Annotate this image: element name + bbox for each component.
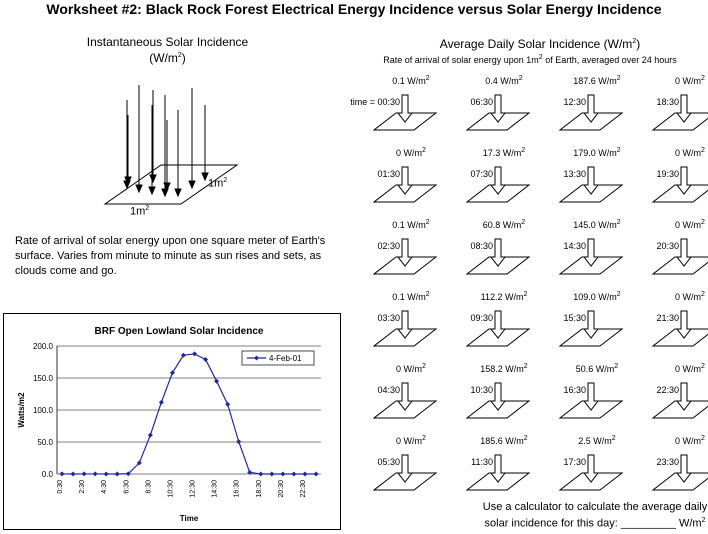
- incidence-arrow-diagram: [366, 161, 446, 219]
- data-point: [93, 471, 98, 476]
- x-tick-label: 0:30: [57, 480, 64, 494]
- sunlight-arrow: [150, 90, 156, 182]
- x-tick-label: 12:30: [189, 480, 197, 498]
- hour-value: 0 $W/m^2$: [675, 75, 705, 86]
- data-point: [115, 472, 120, 477]
- hour-value: 0 $W/m^2$: [675, 147, 705, 158]
- hour-time: 04:30: [377, 385, 400, 395]
- hour-cell: [459, 435, 539, 507]
- hour-cell: [459, 291, 539, 363]
- hour-value: 0 $W/m^2$: [675, 363, 705, 374]
- hour-value: 0.1 $W/m^2$: [392, 291, 430, 302]
- hour-value: 0 $W/m^2$: [675, 291, 705, 302]
- incidence-arrow-diagram: [552, 161, 632, 219]
- page-title: Worksheet #2: Black Rock Forest Electrical Energy Incidence versus Solar Energy Incidence: [46, 1, 662, 17]
- incidence-arrow-diagram: [645, 449, 708, 507]
- hour-cell: [366, 363, 446, 435]
- data-point: [291, 472, 296, 477]
- data-point: [60, 471, 65, 476]
- hour-time: 17:30: [563, 457, 586, 467]
- hour-cell: [459, 147, 539, 219]
- hour-time: 07:30: [470, 169, 493, 179]
- incidence-arrow-diagram: [459, 305, 539, 363]
- x-tick-label: 4:30: [101, 480, 109, 494]
- data-point: [71, 472, 76, 477]
- hour-cell: [645, 75, 708, 147]
- hour-cell: [645, 363, 708, 435]
- x-tick-label: 14:30: [211, 480, 219, 498]
- data-point: [225, 402, 230, 407]
- data-point: [192, 351, 197, 356]
- average-subtitle: Rate of arrival of solar energy upon $1m^2$ of Earth, averaged over 24 hours: [383, 54, 677, 65]
- x-tick-label: 8:30: [145, 480, 153, 494]
- hour-time: 10:30: [470, 385, 493, 395]
- sunlight-arrow: [124, 100, 130, 188]
- hour-time: 23:30: [656, 457, 679, 467]
- y-tick-label: 150.0: [32, 374, 53, 383]
- y-tick-label: 50.0: [37, 438, 53, 447]
- data-point: [148, 433, 153, 438]
- y-tick-label: 100.0: [32, 406, 53, 415]
- hour-time: 20:30: [656, 241, 679, 251]
- hour-time: 06:30: [470, 97, 493, 107]
- hour-cell: [366, 435, 446, 507]
- incidence-arrow-diagram: [459, 89, 539, 147]
- hour-cell: [645, 435, 708, 507]
- calculation-line1: Use a calculator to calculate the average daily: [482, 501, 708, 513]
- x-tick-label: 16:30: [233, 480, 241, 498]
- incidence-arrow-diagram: [459, 161, 539, 219]
- incidence-arrow-diagram: [645, 89, 708, 147]
- average-heading: Average Daily Solar Incidence $(W/m^2)$: [439, 37, 641, 51]
- hour-value: 112.2 $W/m^2$: [480, 291, 528, 302]
- hour-value: 17.3 $W/m^2$: [482, 147, 526, 158]
- hour-time: 02:30: [377, 241, 400, 251]
- x-tick-label: 18:30: [255, 480, 263, 498]
- data-point: [314, 472, 319, 477]
- instantaneous-description: Rate of arrival of solar energy upon one square meter of Earth's surface. Varies from minute to minute as sun rises and sets, as clouds come and go.: [15, 235, 326, 277]
- incidence-arrow-diagram: [552, 305, 632, 363]
- hour-value: 158.2 $W/m^2$: [480, 363, 528, 374]
- incidence-arrow-diagram: [366, 377, 446, 435]
- x-tick-label: 6:30: [123, 480, 131, 494]
- incidence-arrow-diagram: [645, 377, 708, 435]
- y-tick-label: 200.0: [32, 342, 53, 351]
- series-line: [62, 354, 316, 474]
- hour-time: 22:30: [656, 385, 679, 395]
- hour-cell: [366, 147, 446, 219]
- side-dimension-label: $1m^2$: [208, 177, 228, 190]
- hour-cell: [552, 363, 632, 435]
- front-dimension-label: $1m^2$: [130, 205, 150, 218]
- hour-time: 19:30: [656, 169, 679, 179]
- hour-time: 03:30: [377, 313, 400, 323]
- solar-incidence-chart: [4, 314, 340, 529]
- instantaneous-heading-line2: $(W/m^2)$: [149, 51, 186, 65]
- data-point: [82, 471, 87, 476]
- incidence-arrow-diagram: [366, 305, 446, 363]
- data-point: [269, 472, 274, 477]
- hour-time: 15:30: [563, 313, 586, 323]
- hour-value: 0 $W/m^2$: [675, 219, 705, 230]
- data-point: [203, 357, 208, 362]
- chart-frame: [3, 313, 341, 530]
- incidence-arrow-diagram: [552, 233, 632, 291]
- hour-cell: [350, 75, 446, 147]
- hour-time: 11:30: [471, 457, 493, 467]
- hour-value: 0.1 $W/m^2$: [392, 219, 430, 230]
- hour-cell: [552, 219, 632, 291]
- hour-time: 01:30: [377, 169, 400, 179]
- hour-cell: [552, 147, 632, 219]
- incidence-arrow-diagram: [552, 377, 632, 435]
- incidence-arrow-diagram: [645, 305, 708, 363]
- x-tick-label: 22:30: [299, 480, 307, 498]
- x-tick-label: 2:30: [79, 480, 87, 494]
- hour-time: 18:30: [656, 97, 679, 107]
- y-axis-label: Watts/m2: [17, 392, 26, 428]
- incidence-arrow-diagram: [366, 449, 446, 507]
- hour-value: 50.6 $W/m^2$: [575, 363, 619, 374]
- incidence-arrow-diagram: [645, 233, 708, 291]
- chart-title: BRF Open Lowland Solar Incidence: [94, 326, 264, 337]
- hour-value: 0 $W/m^2$: [675, 435, 705, 446]
- hour-value: 0.1 $W/m^2$: [392, 75, 430, 86]
- hour-value: 179.0 $W/m^2$: [573, 147, 621, 158]
- hour-value: 0 $W/m^2$: [396, 147, 426, 158]
- incidence-arrow-diagram: [366, 89, 446, 147]
- hour-value: 0.4 $W/m^2$: [485, 75, 523, 86]
- data-point: [214, 379, 219, 384]
- hour-cell: [459, 219, 539, 291]
- hour-value: 2.5 $W/m^2$: [578, 435, 616, 446]
- hour-cell: [459, 75, 539, 147]
- hour-cell: [552, 435, 632, 507]
- hour-time: 12:30: [563, 97, 586, 107]
- x-tick-label: 10:30: [167, 480, 175, 498]
- hour-time: 13:30: [563, 169, 586, 179]
- calculation-line2: solar incidence for this day: _________ $W/m^2$: [484, 517, 706, 530]
- legend-label: 4-Feb-01: [269, 354, 302, 363]
- hour-cell: [645, 147, 708, 219]
- instantaneous-heading: [60, 35, 275, 65]
- calculation-prompt: [480, 500, 708, 531]
- incidence-arrow-diagram: [459, 233, 539, 291]
- hour-value: 0 $W/m^2$: [396, 435, 426, 446]
- hour-value: 60.8 $W/m^2$: [482, 219, 526, 230]
- sunlight-arrow: [125, 115, 131, 184]
- hour-cell: [552, 291, 632, 363]
- data-point: [236, 439, 241, 444]
- hour-cell: [459, 363, 539, 435]
- hour-value: 187.6 $W/m^2$: [573, 75, 621, 86]
- hour-value: 109.0 $W/m^2$: [573, 291, 621, 302]
- data-point: [302, 472, 307, 477]
- incidence-arrow-diagram: [366, 233, 446, 291]
- incidence-arrow-diagram: [459, 449, 539, 507]
- hour-value: 0 $W/m^2$: [396, 363, 426, 374]
- hour-time: 05:30: [377, 457, 400, 467]
- hour-cell: [645, 219, 708, 291]
- y-tick-label: 0.0: [41, 470, 53, 479]
- square-meter-diagram: [95, 80, 255, 215]
- data-point: [280, 472, 285, 477]
- hour-time: 14:30: [563, 241, 586, 251]
- data-point: [159, 400, 164, 405]
- hour-cell: [552, 75, 632, 147]
- x-tick-label: 20:30: [277, 480, 285, 498]
- hour-time: 09:30: [470, 313, 493, 323]
- sunlight-arrow: [136, 85, 142, 192]
- hour-value: 145.0 $W/m^2$: [573, 219, 621, 230]
- data-point: [104, 472, 109, 477]
- hour-time: 08:30: [470, 241, 493, 251]
- data-point: [258, 472, 263, 477]
- hour-time: time = 00:30: [350, 97, 400, 107]
- hour-cell: [645, 291, 708, 363]
- instantaneous-heading-line1: Instantaneous Solar Incidence: [86, 35, 249, 49]
- incidence-arrow-diagram: [459, 377, 539, 435]
- incidence-arrow-diagram: [552, 89, 632, 147]
- hour-cell: [366, 219, 446, 291]
- incidence-arrow-diagram: [552, 449, 632, 507]
- x-axis-label: Time: [179, 514, 199, 523]
- hour-cell: [366, 291, 446, 363]
- chart-legend: [242, 351, 314, 365]
- incidence-arrow-diagram: [645, 161, 708, 219]
- hour-time: 21:30: [656, 313, 679, 323]
- hour-value: 185.6 $W/m^2$: [480, 435, 528, 446]
- hour-time: 16:30: [563, 385, 586, 395]
